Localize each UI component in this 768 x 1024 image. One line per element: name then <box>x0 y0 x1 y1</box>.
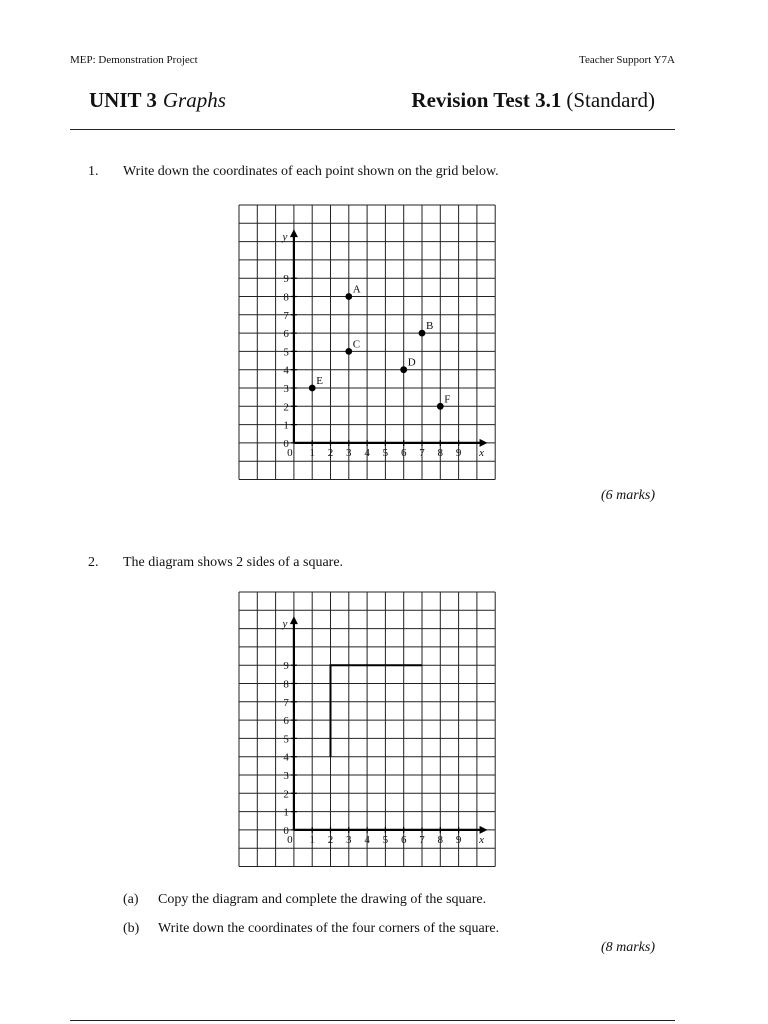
test-name: Revision Test 3.1 <box>411 88 562 112</box>
point-e <box>309 385 316 392</box>
question-1-text: Write down the coordinates of each point shown on the grid below. <box>123 164 499 179</box>
x-tick-label: 0 <box>287 446 293 459</box>
x-tick-label: 4 <box>364 833 370 846</box>
y-tick-label: 6 <box>283 715 289 728</box>
y-tick-label: 6 <box>283 328 289 341</box>
footer-rule <box>70 1020 675 1021</box>
question-1-marks: (6 marks) <box>600 488 655 503</box>
point-f-label: F <box>444 393 451 406</box>
y-tick-label: 5 <box>283 346 289 359</box>
x-tick-label: 2 <box>327 446 334 459</box>
question-2-number: 2. <box>88 555 99 570</box>
x-tick-label: 8 <box>437 833 444 846</box>
square-grid-chart <box>238 591 496 868</box>
x-axis-label: x <box>479 446 485 459</box>
header-project-name: MEP: Demonstration Project <box>70 54 198 66</box>
y-tick-label: 1 <box>283 419 289 432</box>
point-a-label: A <box>352 283 361 296</box>
y-tick-label: 7 <box>283 696 289 709</box>
x-tick-label: 6 <box>400 833 407 846</box>
y-tick-label: 5 <box>283 733 289 746</box>
y-tick-label: 2 <box>283 788 289 801</box>
x-tick-label: 8 <box>437 446 444 459</box>
y-tick-label: 0 <box>283 437 289 450</box>
y-tick-label: 8 <box>283 678 289 691</box>
y-tick-label: 1 <box>283 806 289 819</box>
x-tick-label: 2 <box>327 833 334 846</box>
point-c <box>345 348 352 355</box>
x-tick-label: 5 <box>382 833 389 846</box>
y-axis-arrow <box>290 616 298 624</box>
point-c-label: C <box>352 338 361 351</box>
y-tick-label: 9 <box>283 273 289 286</box>
x-tick-label: 3 <box>346 446 352 459</box>
question-2-marks: (8 marks) <box>600 940 655 955</box>
question-2a-text: Copy the diagram and complete the drawing of the square. <box>158 892 487 907</box>
y-axis-label: y <box>282 618 288 631</box>
question-2-text: The diagram shows 2 sides of a square. <box>123 555 344 570</box>
x-tick-label: 9 <box>455 446 462 459</box>
point-d <box>400 366 407 373</box>
y-tick-label: 0 <box>283 824 289 837</box>
y-tick-label: 3 <box>283 383 289 395</box>
y-tick-label: 9 <box>283 660 289 673</box>
unit-title <box>89 88 226 113</box>
x-tick-label: 6 <box>400 446 407 459</box>
test-level: (Standard) <box>566 88 655 112</box>
point-b-label: B <box>426 320 434 333</box>
x-tick-label: 7 <box>419 833 425 846</box>
point-b <box>419 330 426 337</box>
point-f <box>437 403 444 410</box>
y-tick-label: 3 <box>283 770 289 782</box>
x-tick-label: 1 <box>309 833 315 846</box>
question-2b-text: Write down the coordinates of the four corners of the square. <box>158 921 500 936</box>
x-tick-label: 1 <box>309 446 315 459</box>
y-tick-label: 8 <box>283 291 289 304</box>
grid-group <box>239 592 495 867</box>
point-e-label: E <box>316 375 323 387</box>
grid-group <box>239 205 495 480</box>
x-tick-label: 7 <box>419 446 425 459</box>
y-tick-label: 2 <box>283 401 289 414</box>
y-tick-label: 4 <box>283 364 289 377</box>
x-tick-label: 9 <box>455 833 462 846</box>
x-axis-arrow <box>480 826 488 834</box>
y-tick-label: 4 <box>283 751 289 764</box>
header-rule <box>70 129 675 130</box>
y-axis-label: y <box>282 231 288 244</box>
question-1-number: 1. <box>88 164 99 179</box>
x-tick-label: 0 <box>287 833 293 846</box>
points-grid-chart <box>238 204 496 481</box>
x-axis-label: x <box>479 833 485 846</box>
x-tick-label: 4 <box>364 446 370 459</box>
y-axis-arrow <box>290 229 298 237</box>
y-tick-label: 7 <box>283 309 289 322</box>
x-axis-arrow <box>480 439 488 447</box>
x-tick-label: 3 <box>346 833 352 846</box>
question-2a-label: (a) <box>123 892 139 907</box>
x-tick-label: 5 <box>382 446 389 459</box>
question-2b-label: (b) <box>123 921 140 936</box>
unit-number: UNIT 3 <box>89 88 157 112</box>
point-a <box>345 293 352 300</box>
test-title <box>411 88 655 113</box>
unit-topic: Graphs <box>162 88 226 112</box>
square-sides-line <box>331 665 423 757</box>
point-d-label: D <box>407 356 416 369</box>
header-support-label: Teacher Support Y7A <box>579 54 675 66</box>
